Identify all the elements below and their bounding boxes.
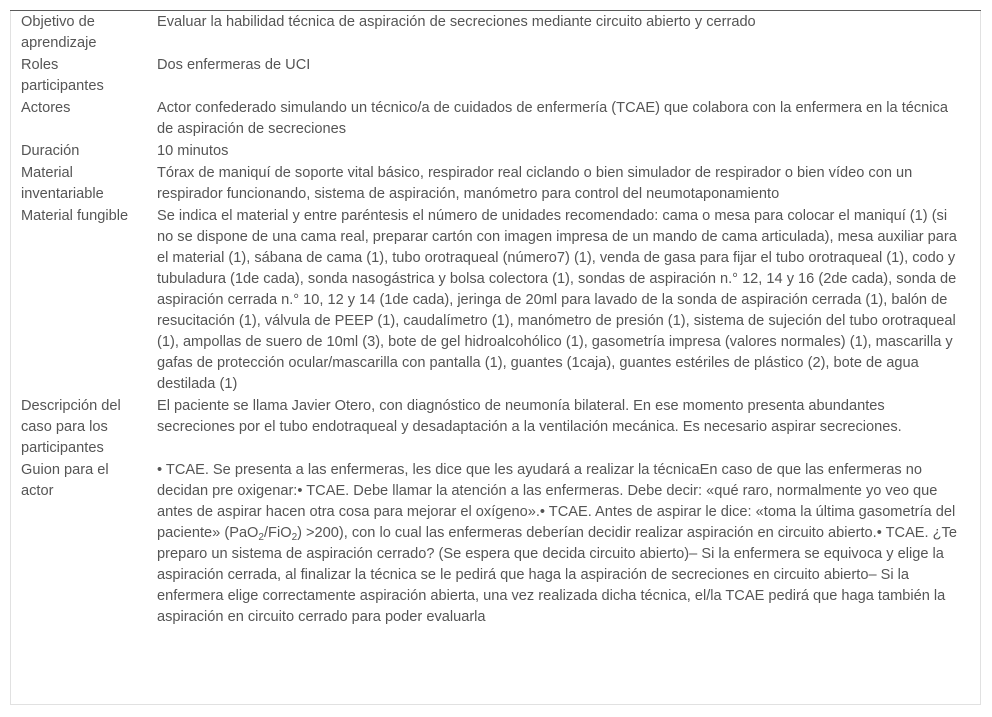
row-label: Descripción del caso para los participantes (21, 398, 121, 456)
table-row (11, 12, 980, 55)
table-top-rule (10, 10, 981, 11)
row-label: Objetivo de aprendizaje (21, 14, 97, 51)
case-table (11, 12, 980, 629)
row-label: Roles participantes (21, 57, 104, 94)
script-text-part: /FiO (263, 525, 292, 541)
row-label: Material inventariable (21, 165, 104, 202)
subscript: 2 (258, 532, 264, 543)
row-value: Evaluar la habilidad técnica de aspiración de secreciones mediante circuito abierto y cerrado (157, 14, 756, 30)
table-row (11, 163, 980, 206)
row-label: Actores (21, 100, 71, 116)
row-value: El paciente se llama Javier Otero, con diagnóstico de neumonía bilateral. En ese momento presenta abundantes secreciones por el tubo endotraqueal y desadaptación a la ventilación mecánica. Es necesario aspirar secreciones. (157, 398, 902, 435)
row-label: Material fungible (21, 208, 129, 224)
row-label: Duración (21, 143, 80, 159)
row-value: 10 minutos (157, 143, 229, 159)
table-row (11, 98, 980, 141)
table-row (11, 206, 980, 396)
row-value (147, 460, 980, 629)
row-value: Actor confederado simulando un técnico/a de cuidados de enfermería (TCAE) que colabora con la enfermera en la técnica de aspiración de secreciones (157, 100, 948, 137)
table-row (11, 460, 980, 629)
table-row (11, 141, 980, 163)
row-value: Dos enfermeras de UCI (157, 57, 311, 73)
subscript: 2 (291, 532, 298, 543)
row-label: Guion para el actor (21, 462, 109, 499)
script-text-part: ) >200), con lo cual las enfermeras deberían decidir realizar aspiración en circuito abierto.• TCAE. ¿Te preparo un sistema de aspiración cerrado? (Se espera que decida circuito abierto)– Si la enfermera se equivoca y elige la aspiración cerrada, al finalizar la técnica se le pedirá que haga la aspiración de secreciones en circuito abierto– Si la enfermera elige correctamente aspiración abierta, una vez realizada dicha técnica, el/la TCAE pedirá que haga también la aspiración en circuito cerrado para poder evaluarla (157, 525, 957, 625)
table-row (11, 396, 980, 460)
script-text-part: • TCAE. Se presenta a las enfermeras, les dice que les ayudará a realizar la técnicaEn caso de que las enfermeras no decidan pre oxigenar:• TCAE. Debe llamar la atención a las enfermeras. Debe decir: «qué raro, normalmente yo veo que antes de aspirar hacen otra cosa para mejorar el oxígeno».• TCAE. Antes de aspirar le dice: «toma la última gasometría del paciente» (PaO (157, 462, 956, 541)
table-row (11, 55, 980, 98)
row-value: Tórax de maniquí de soporte vital básico, respirador real ciclando o bien simulador de respirador o bien vídeo con un respirador funcionando, sistema de aspiración, manómetro para control del neumotaponamiento (157, 165, 913, 202)
row-value: Se indica el material y entre paréntesis el número de unidades recomendado: cama o mesa para colocar el maniquí (1) (si no se dispone de una cama real, preparar cartón con imagen impresa de un mando de cama articulada), mesa auxiliar para el material (1), sábana de cama (1), tubo orotraqueal (número7) (1), venda de gasa para fijar el tubo orotraqueal (1), codo y tubuladura (1de cada), sonda nasogástrica y bolsa colectora (1), sondas de aspiración n.° 12, 14 y 16 (2de cada), sonda de aspiración cerrada n.° 10, 12 y 14 (1de cada), jeringa de 20ml para lavado de la sonda de aspiración cerrada (1), balón de resucitación (1), válvula de PEEP (1), caudalímetro (1), manómetro de presión (1), sistema de sujeción del tubo orotraqueal (1), ampollas de suero de 10ml (3), bote de gel hidroalcohólico (1), gasometría impresa (valores normales) (1), mascarilla y gafas de protección ocular/mascarilla con pantalla (1), guantes (1caja), guantes estériles de plástico (2), bote de agua destilada (1) (157, 208, 957, 392)
